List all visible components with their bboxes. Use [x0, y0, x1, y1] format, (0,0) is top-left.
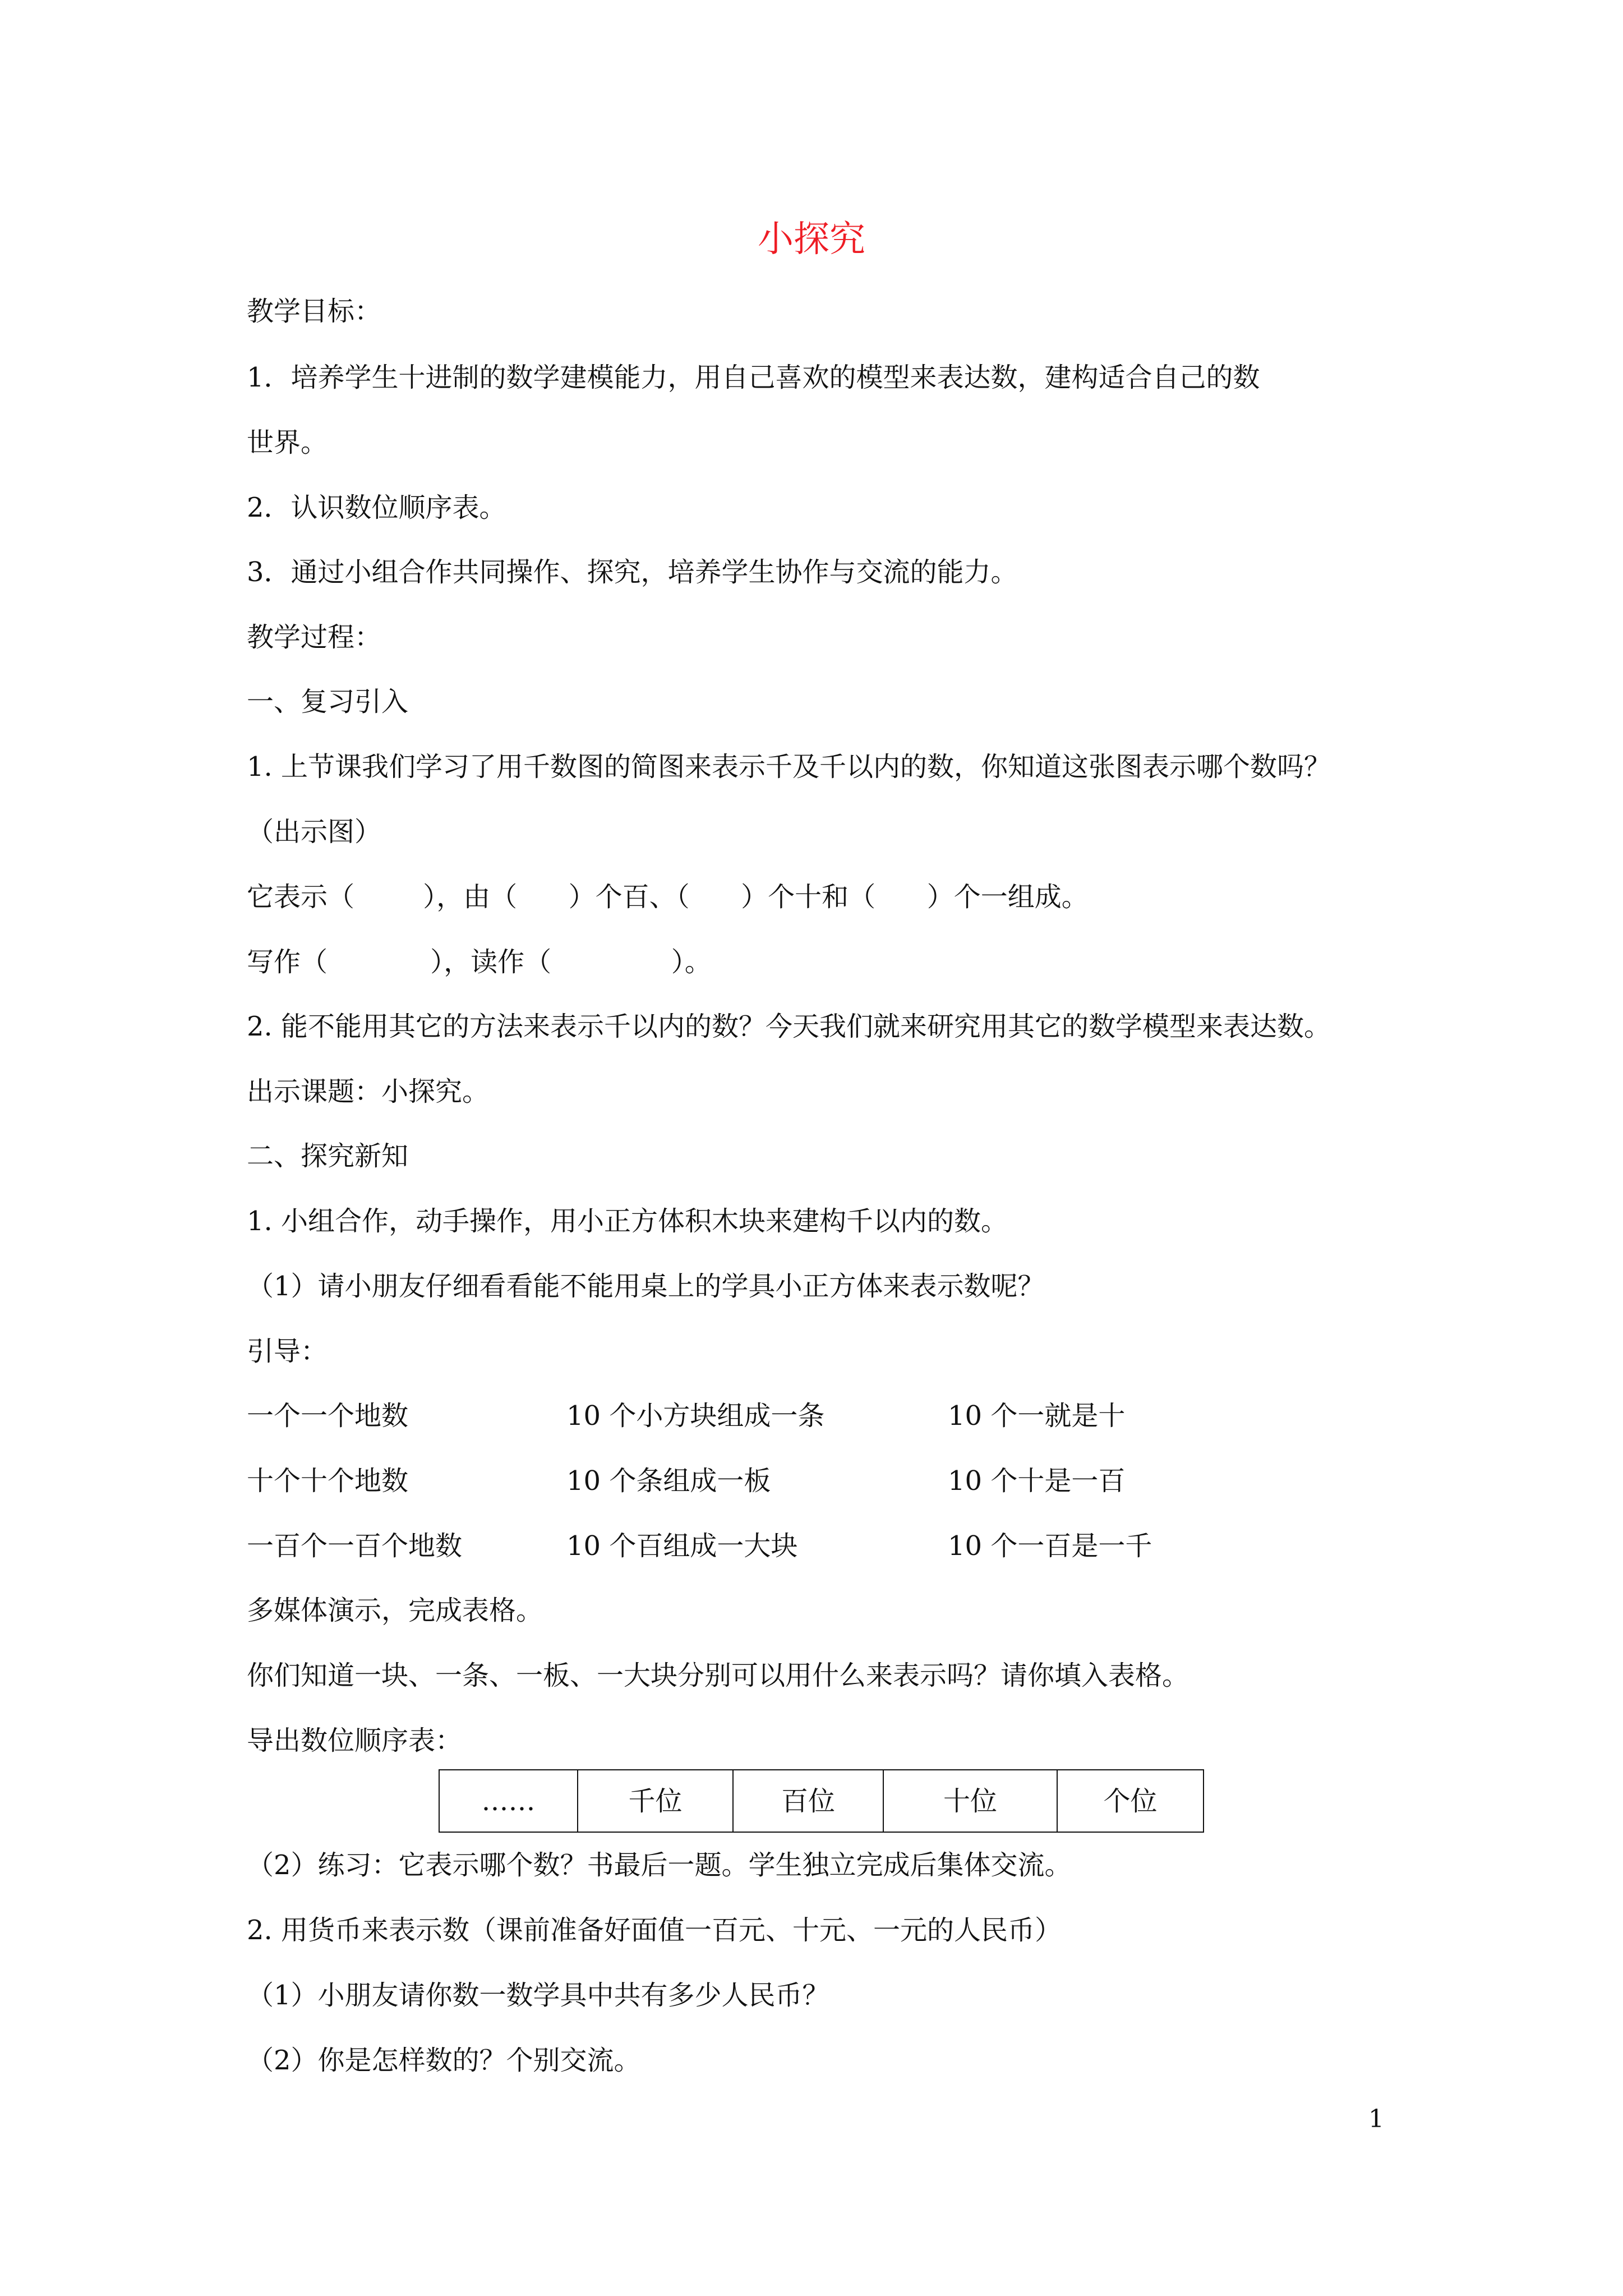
- place-value-table: [439, 1769, 1204, 1833]
- explore-line: 引导：: [247, 1336, 328, 1367]
- review-line: 它表示（ ），由（ ）个百、（ ）个十和（ ）个一组成。: [247, 881, 1089, 913]
- body-line: 2. 用货币来表示数（课前准备好面值一百元、十元、一元的人民币）: [247, 1915, 1062, 1946]
- goal-line: 1．培养学生十进制的数学建模能力，用自己喜欢的模型来表达数，建构适合自己的数: [247, 362, 1260, 393]
- goals-heading: 教学目标：: [247, 296, 382, 327]
- guide-cell: 一个一个地数: [247, 1400, 409, 1432]
- guide-cell: 10 个条组成一板: [566, 1465, 771, 1497]
- body-line: （1）小朋友请你数一数学具中共有多少人民币？: [247, 1980, 829, 2011]
- goal-line: 2．认识数位顺序表。: [247, 492, 506, 523]
- place-value-cell: ……: [439, 1770, 578, 1832]
- body-line: （2）练习：它表示哪个数？书最后一题。学生独立完成后集体交流。: [247, 1849, 1072, 1881]
- guide-cell: 一百个一百个地数: [247, 1530, 463, 1562]
- guide-cell: 10 个一就是十: [948, 1400, 1126, 1432]
- place-value-cell: 个位: [1057, 1770, 1204, 1832]
- explore-line: 1. 小组合作，动手操作，用小正方体积木块来建构千以内的数。: [247, 1205, 1008, 1237]
- place-value-cell: 十位: [883, 1770, 1057, 1832]
- review-line: 2. 能不能用其它的方法来表示千以内的数？今天我们就来研究用其它的数学模型来表达数。: [247, 1011, 1331, 1042]
- place-value-row: [439, 1770, 1204, 1832]
- body-line: 你们知道一块、一条、一板、一大块分别可以用什么来表示吗？请你填入表格。: [247, 1660, 1189, 1691]
- body-line: （2）你是怎样数的？个别交流。: [247, 2045, 641, 2076]
- place-value-cell: 千位: [578, 1770, 733, 1832]
- body-line: 多媒体演示，完成表格。: [247, 1595, 543, 1626]
- review-line: 出示课题：小探究。: [247, 1076, 490, 1107]
- guide-cell: 10 个一百是一千: [948, 1530, 1152, 1562]
- guide-cell: 10 个十是一百: [948, 1465, 1126, 1497]
- page-number: 1: [1368, 2105, 1384, 2133]
- explore-line: （1）请小朋友仔细看看能不能用桌上的学具小正方体来表示数呢？: [247, 1271, 1045, 1302]
- review-line: （出示图）: [247, 816, 382, 848]
- goal-line: 世界。: [247, 427, 328, 458]
- guide-cell: 10 个百组成一大块: [566, 1530, 798, 1562]
- body-line: 导出数位顺序表：: [247, 1725, 463, 1756]
- guide-cell: 十个十个地数: [247, 1465, 409, 1497]
- review-line: 写作（ ），读作（ ）。: [247, 946, 712, 978]
- review-line: 1. 上节课我们学习了用千数图的简图来表示千及千以内的数，你知道这张图表示哪个数吗？: [247, 751, 1331, 783]
- process-heading: 教学过程：: [247, 622, 382, 653]
- explore-heading: 二、探究新知: [247, 1140, 409, 1172]
- review-heading: 一、复习引入: [247, 686, 409, 717]
- place-value-cell: 百位: [733, 1770, 883, 1832]
- guide-cell: 10 个小方块组成一条: [566, 1400, 825, 1432]
- goal-line: 3．通过小组合作共同操作、探究，培养学生协作与交流的能力。: [247, 556, 1018, 588]
- document-title: 小探究: [758, 219, 865, 260]
